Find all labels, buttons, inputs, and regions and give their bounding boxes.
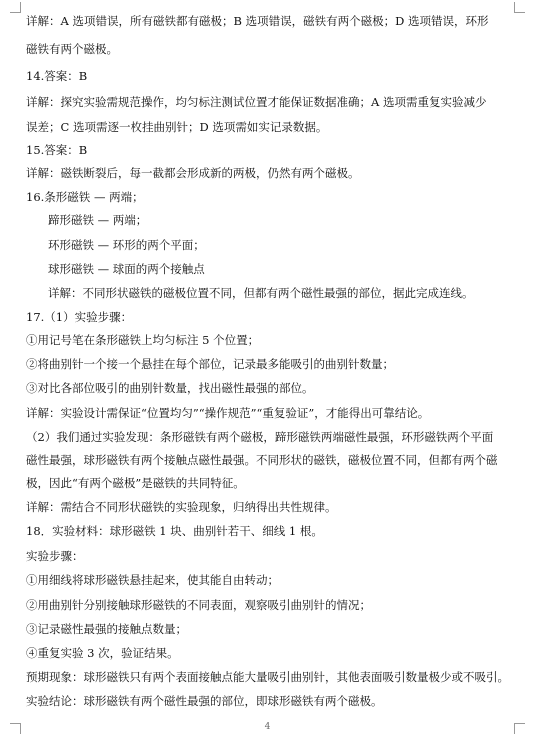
text-line: 预期现象：球形磁铁只有两个表面接触点能大量吸引曲别针，其他表面吸引数量极少或不吸引。 [26,670,509,684]
answer-heading: 14.答案：B [26,69,88,83]
text-line: （2）我们通过实验发现：条形磁铁有两个磁极，蹄形磁铁两端磁性最强，环形磁铁两个平面 [26,430,494,444]
crop-mark-top-left [10,2,21,13]
answer-heading: 16.条形磁铁 — 两端； [26,190,144,204]
text-line: 球形磁铁 — 球面的两个接触点 [48,262,205,276]
text-line: 详解：不同形状磁铁的磁极位置不同，但都有两个磁性最强的部位，据此完成连线。 [48,286,474,300]
text-line: ③记录磁性最强的接触点数量； [26,622,187,636]
text-line: 详解：A 选项错误，所有磁铁都有磁极；B 选项错误，磁铁有两个磁极；D 选项错误，环形 [26,14,489,28]
answer-heading: 15.答案：B [26,143,88,157]
text-line: 极，因此“有两个磁极”是磁铁的共同特征。 [26,476,245,490]
text-line: ④重复实验 3 次，验证结果。 [26,646,179,660]
text-line: 详解：需结合不同形状磁铁的实验现象，归纳得出共性规律。 [26,500,337,514]
text-line: 环形磁铁 — 环形的两个平面； [48,238,205,252]
text-line: 实验步骤： [26,549,84,563]
answer-heading: 17.（1）实验步骤： [26,310,133,324]
text-line: ①用记号笔在条形磁铁上均匀标注 5 个位置； [26,333,260,347]
text-line: ①用细线将球形磁铁悬挂起来，使其能自由转动； [26,573,279,587]
text-line: ②用曲别针分别接触球形磁铁的不同表面，观察吸引曲别针的情况； [26,598,371,612]
text-line: ②将曲别针一个接一个悬挂在每个部位，记录最多能吸引的曲别针数量； [26,357,394,371]
text-line: 实验结论：球形磁铁有两个磁性最强的部位，即球形磁铁有两个磁极。 [26,694,383,708]
crop-mark-top-right [514,2,525,13]
page-number: 4 [264,722,271,732]
text-line: 误差；C 选项需逐一枚挂曲别针；D 选项需如实记录数据。 [26,120,328,134]
text-line: 磁铁有两个磁极。 [26,42,118,56]
text-line: 详解：磁铁断裂后，每一截都会形成新的两极，仍然有两个磁极。 [26,166,360,180]
text-line: 详解：实验设计需保证“位置均匀”“操作规范”“重复验证”，才能得出可靠结论。 [26,406,430,420]
text-line: ③对比各部位吸引的曲别针数量，找出磁性最强的部位。 [26,381,314,395]
text-line: 详解：探究实验需规范操作，均匀标注测试位置才能保证数据准确；A 选项需重复实验减少 [26,95,487,109]
text-line: 蹄形磁铁 — 两端； [48,213,148,227]
text-line: 磁性最强，球形磁铁有两个接触点磁性最强。不同形状的磁铁，磁极位置不同，但都有两个磁 [26,453,498,467]
answer-heading: 18．实验材料：球形磁铁 1 块、曲别针若干、细线 1 根。 [26,524,323,538]
